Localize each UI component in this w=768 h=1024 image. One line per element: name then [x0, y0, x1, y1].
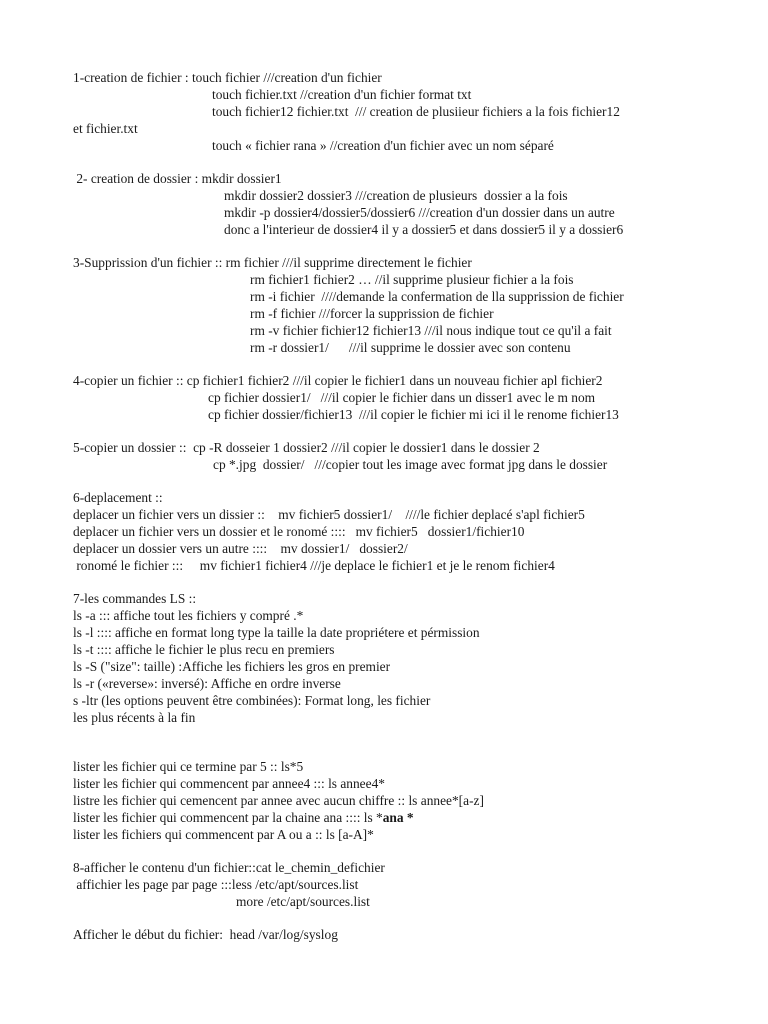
- text-line: Afficher le début du fichier: head /var/log/syslog: [73, 927, 338, 942]
- text-line: donc a l'interieur de dossier4 il y a dossier5 et dans dossier5 il y a dossier6: [224, 222, 624, 237]
- text-line: cp *.jpg dossier/ ///copier tout les image avec format jpg dans le dossier: [213, 457, 608, 472]
- text-line: cp fichier dossier1/ ///il copier le fichier dans un disser1 avec le m nom: [208, 390, 596, 405]
- text-line: ls -l :::: affiche en format long type la taille la date propriétere et pérmission: [73, 625, 480, 640]
- text-line: ls -r («reverse»: inversé): Affiche en ordre inverse: [73, 676, 341, 691]
- text-line: mkdir dossier2 dossier3 ///creation de plusieurs dossier a la fois: [224, 188, 568, 203]
- bold-pattern: ana *: [382, 810, 414, 825]
- text-line: deplacer un fichier vers un dossier et le ronomé :::: mv fichier5 dossier1/fichier10: [73, 524, 525, 539]
- text-line: 1-creation de fichier : touch fichier ///creation d'un fichier: [73, 70, 382, 85]
- text-line: les plus récents à la fin: [73, 710, 196, 725]
- text-line: 7-les commandes LS ::: [73, 591, 197, 606]
- text-line: rm -v fichier fichier12 fichier13 ///il nous indique tout ce qu'il a fait: [250, 323, 612, 338]
- text-line: rm fichier1 fichier2 … //il supprime plusieur fichier a la fois: [250, 272, 574, 287]
- text-line: ronomé le fichier ::: mv fichier1 fichier4 ///je deplace le fichier1 et je le renom fichier4: [73, 558, 555, 573]
- text-line: rm -f fichier ///forcer la supprission de fichier: [250, 306, 494, 321]
- text-line: lister les fichier qui commencent par annee4 ::: ls annee4*: [73, 776, 385, 791]
- text-line: ls -a ::: affiche tout les fichiers y compré .*: [73, 608, 304, 623]
- text-line: lister les fichier qui ce termine par 5 :: ls*5: [73, 759, 304, 774]
- text-line: 6-deplacement ::: [73, 490, 163, 505]
- text-line: 2- creation de dossier : mkdir dossier1: [73, 171, 282, 186]
- text-line: touch fichier.txt //creation d'un fichier format txt: [212, 87, 472, 102]
- text-segment: lister les fichier qui commencent par la chaine ana :::: ls *: [73, 810, 383, 825]
- text-line: ls -S ("size": taille) :Affiche les fichiers les gros en premier: [73, 659, 391, 674]
- text-line: deplacer un dossier vers un autre :::: mv dossier1/ dossier2/: [73, 541, 408, 556]
- text-line: mkdir -p dossier4/dossier5/dossier6 ///creation d'un dossier dans un autre: [224, 205, 615, 220]
- text-line: rm -r dossier1/ ///il supprime le dossier avec son contenu: [250, 340, 571, 355]
- text-line: touch « fichier rana » //creation d'un fichier avec un nom séparé: [212, 138, 554, 153]
- text-line: lister les fichiers qui commencent par A ou a :: ls [a-A]*: [73, 827, 374, 842]
- text-line: cp fichier dossier/fichier13 ///il copier le fichier mi ici il le renome fichier13: [208, 407, 619, 422]
- text-line: affichier les page par page :::less /etc/apt/sources.list: [73, 877, 359, 892]
- text-line: 4-copier un fichier :: cp fichier1 fichier2 ///il copier le fichier1 dans un nouveau fichier apl fichier2: [73, 373, 603, 388]
- text-line: ls -t :::: affiche le fichier le plus recu en premiers: [73, 642, 335, 657]
- text-line: listre les fichier qui cemencent par annee avec aucun chiffre :: ls annee*[a-z]: [73, 793, 484, 808]
- text-line: s -ltr (les options peuvent être combinées): Format long, les fichier: [73, 693, 431, 708]
- text-line: 5-copier un dossier :: cp -R dosseier 1 dossier2 ///il copier le dossier1 dans le dossier 2: [73, 440, 540, 455]
- text-line: et fichier.txt: [73, 121, 138, 136]
- text-line: touch fichier12 fichier.txt /// creation de plusiieur fichiers a la fois fichier12: [212, 104, 620, 119]
- text-line: 3-Supprission d'un fichier :: rm fichier ///il supprime directement le fichier: [73, 255, 472, 270]
- text-line: deplacer un fichier vers un dissier :: mv fichier5 dossier1/ ////le fichier deplacé s'apl fichier5: [73, 507, 585, 522]
- text-line: more /etc/apt/sources.list: [236, 894, 370, 909]
- text-line: 8-afficher le contenu d'un fichier::cat le_chemin_defichier: [73, 860, 385, 875]
- text-line: rm -i fichier ////demande la confermation de lla supprission de fichier: [250, 289, 624, 304]
- text-line: [73, 809, 414, 826]
